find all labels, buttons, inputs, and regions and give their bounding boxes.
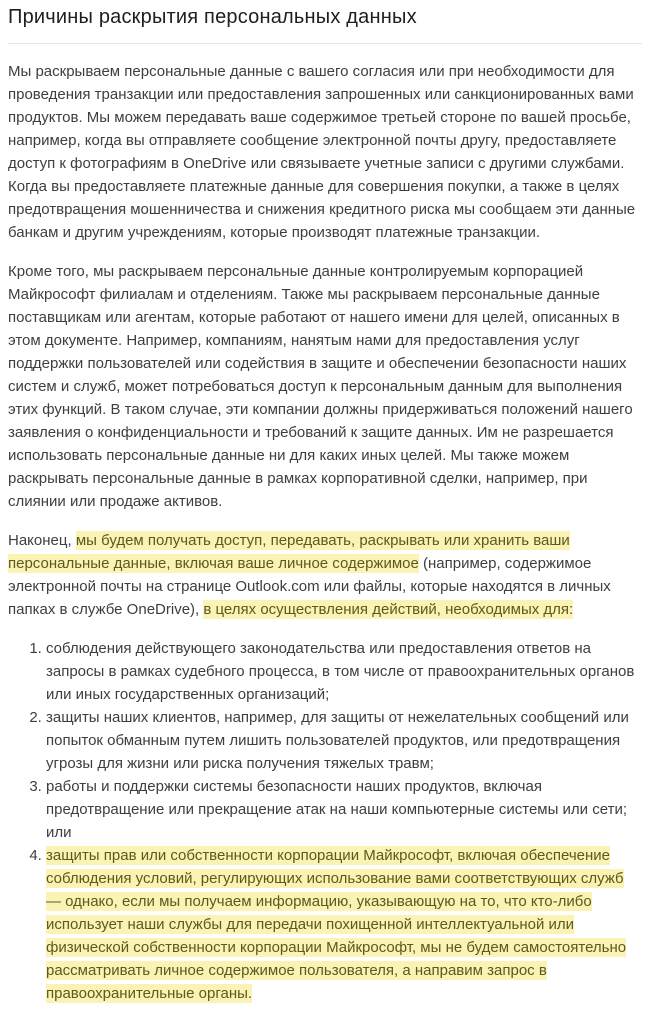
- list-item-rights-protection: [46, 844, 642, 1005]
- paragraph-consent-disclosure: Мы раскрываем персональные данные с вашего согласия или при необходимости для проведения транзакции или предоставления запрошенных или санкционированных вами продуктов. Мы можем передавать ваше содержимое третьей стороне по вашей просьбе, например, когда вы отправляете сообщение электронной почты другу, предоставляете доступ к фотографиям в OneDrive или связываете учетные записи с другими службами. Когда вы предоставляете платежные данные для совершения покупки, а также в целях предотвращения мошенничества и снижения кредитного риска мы сообщаем эти данные банкам и другим учреждениям, которые производят платежные транзакции.: [8, 63, 636, 241]
- highlighted-text: защиты прав или собственности корпорации Майкрософт, включая обеспечение соблюдения условий, регулирующих использование вами соответствующих служб — однако, если мы получаем информацию, указывающую на то, что кто-либо использует наши службы для передачи похищенной интеллектуальной или физической собственности корпорации Майкрософт, мы не будем самостоятельно рассматривать личное содержимое пользователя, а направим запрос в правоохранительные органы.: [46, 847, 627, 1002]
- paragraph-affiliates-vendors: Кроме того, мы раскрываем персональные данные контролируемым корпорацией Майкрософт филиалам и отделениям. Также мы раскрываем персональные данные поставщикам или агентам, которые работают от нашего имени для целей, описанных в этом документе. Например, компаниям, нанятым нами для предоставления услуг поддержки пользователей или содействия в защите и обеспечении безопасности наших систем и служб, может потребоваться доступ к персональным данным для выполнения этих функций. В таком случае, эти компании должны придерживаться положений нашего заявления о конфиденциальности и требований к защите данных. Им не разрешается использовать персональные данные ни для каких иных целей. Мы также можем раскрывать персональные данные в рамках корпоративной сделки, например, при слиянии или продаже активов.: [8, 263, 633, 510]
- page-title: Причины раскрытия персональных данных: [8, 0, 642, 44]
- paragraph-lead-in: Наконец,: [8, 532, 76, 549]
- list-item-customer-protection: [46, 706, 642, 775]
- list-item-security-maintenance: [46, 775, 642, 844]
- disclosure-reasons-list: [8, 637, 642, 1005]
- list-item-text: защиты наших клиентов, например, для защиты от нежелательных сообщений или попыток обманным путем лишить пользователей продуктов, или предотвращения угрозы для жизни или риска получения тяжелых травм;: [46, 709, 629, 772]
- list-item-text: работы и поддержки системы безопасности наших продуктов, включая предотвращение или прекращение атак на наши компьютерные системы или сети; или: [46, 778, 627, 841]
- list-item-law-compliance: [46, 637, 642, 706]
- highlighted-text: мы будем получать доступ, передавать, раскрывать или хранить ваши персональные данные, включая ваше личное содержимое: [8, 532, 570, 572]
- paragraph-access-disclosure: [8, 529, 642, 621]
- highlighted-text: в целях осуществления действий, необходимых для:: [203, 601, 574, 618]
- paragraph-example-text: (например, содержимое электронной почты на странице Outlook.com или файлы, которые находятся в личных папках в службе OneDrive),: [8, 555, 611, 618]
- list-item-text: соблюдения действующего законодательства или предоставления ответов на запросы в рамках судебного процесса, в том числе от правоохранительных органов или иных государственных организаций;: [46, 640, 635, 703]
